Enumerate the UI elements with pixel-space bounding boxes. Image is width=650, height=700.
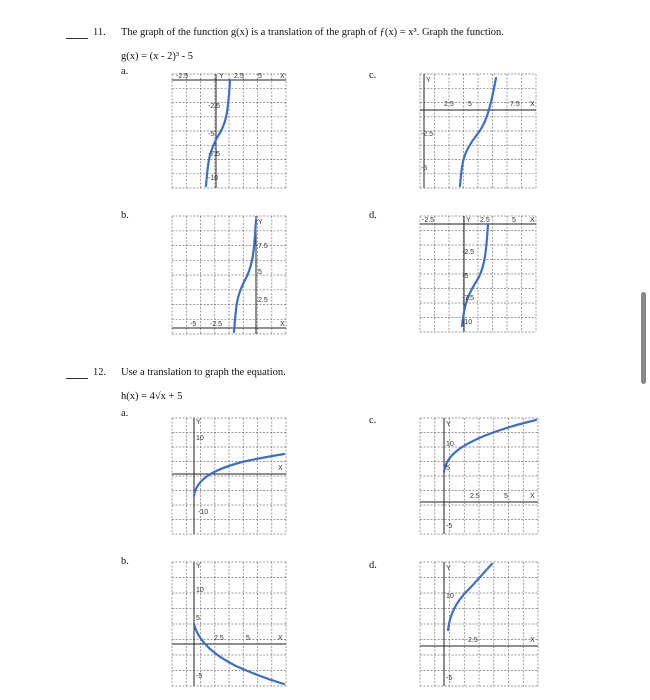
graph-11d[interactable] (420, 216, 536, 332)
grid (420, 74, 536, 188)
function-curve (448, 564, 492, 630)
tick-label: 5 (196, 615, 200, 622)
tick-label: 2.5 (444, 101, 454, 108)
tick-label: -5 (190, 321, 197, 328)
function-curve (194, 454, 284, 496)
tick-label: 2.5 (234, 73, 244, 80)
tick-label: X (280, 73, 285, 80)
tick-label: 2.5 (480, 217, 490, 224)
tick-label: -2.5 (176, 73, 189, 80)
tick-label: X (280, 321, 285, 328)
graph-11c[interactable] (420, 74, 536, 188)
tick-label: -2.5 (210, 321, 223, 328)
function-curve (444, 420, 536, 472)
tick-label: X (530, 217, 535, 224)
tick-label: X (278, 635, 283, 642)
option-label-11c[interactable]: c. (369, 70, 377, 81)
equation-12: h(x) = 4√x + 5 (121, 391, 183, 402)
grid (172, 562, 286, 686)
tick-label: 2.5 (468, 637, 478, 644)
tick-label: -5 (196, 673, 203, 680)
tick-label: 2.5 (470, 493, 480, 500)
tick-label: 7.5 (258, 243, 268, 250)
option-label-12b[interactable]: b. (121, 556, 129, 567)
answer-blank-11[interactable] (66, 38, 88, 39)
tick-label: Y (219, 73, 224, 80)
tick-label: 5 (446, 465, 450, 472)
option-label-11b[interactable]: b. (121, 210, 129, 221)
graph-11a[interactable] (172, 74, 286, 188)
tick-label: -5 (446, 523, 453, 530)
function-curve (234, 220, 256, 332)
grid (420, 418, 538, 534)
question-text-11-content: The graph of the function g(x) is a translation of the graph of ƒ(x) = x³. Graph the function. (121, 27, 504, 38)
tick-label: 5 (504, 493, 508, 500)
tick-label: 2.5 (214, 635, 224, 642)
question-number-12: 12. (93, 367, 107, 378)
tick-label: -7.5 (208, 151, 221, 158)
tick-label: Y (466, 217, 471, 224)
tick-label: Y (446, 421, 451, 428)
tick-label: -5 (421, 165, 428, 172)
option-label-12a[interactable]: a. (121, 408, 129, 419)
tick-label: Y (196, 419, 201, 426)
tick-label: -10 (462, 319, 473, 326)
tick-label: -5 (208, 131, 215, 138)
tick-label: 10 (446, 441, 454, 448)
tick-label: -2.5 (208, 103, 221, 110)
option-label-12d[interactable]: d. (369, 560, 377, 571)
tick-label: -5 (446, 675, 453, 682)
tick-label: 5 (468, 101, 472, 108)
tick-label: -2.5 (421, 131, 434, 138)
tick-label: 2.5 (258, 297, 268, 304)
tick-label: Y (196, 563, 201, 570)
function-curve (194, 624, 284, 684)
graph-12b[interactable] (172, 562, 286, 686)
grid (172, 216, 286, 334)
tick-label: 10 (196, 435, 204, 442)
tick-label: X (530, 493, 535, 500)
option-label-11d[interactable]: d. (369, 210, 377, 221)
tick-label: 10 (196, 587, 204, 594)
grid (420, 216, 536, 332)
tick-label: -2.5 (462, 249, 475, 256)
tick-label: -10 (208, 175, 219, 182)
grid (420, 562, 538, 686)
question-text-12: Use a translation to graph the equation. (121, 367, 286, 378)
question-number-11: 11. (93, 27, 106, 38)
tick-label: Y (426, 77, 431, 84)
answer-blank-12[interactable] (66, 378, 88, 379)
tick-label: -10 (198, 509, 209, 516)
grid (172, 418, 286, 534)
tick-label: 5 (258, 269, 262, 276)
tick-label: 5 (512, 217, 516, 224)
tick-label: -7.5 (462, 295, 475, 302)
option-label-11a[interactable]: a. (121, 66, 129, 77)
tick-label: X (530, 637, 535, 644)
scrollbar[interactable] (641, 292, 646, 384)
tick-label: -5 (462, 273, 469, 280)
graph-12c[interactable] (420, 418, 538, 534)
option-label-12c[interactable]: c. (369, 415, 377, 426)
graph-11b[interactable] (172, 216, 286, 334)
tick-label: 5 (258, 73, 262, 80)
graph-12a[interactable] (172, 418, 286, 534)
graph-12d[interactable] (420, 562, 538, 686)
tick-label: Y (258, 219, 263, 226)
tick-label: X (530, 101, 535, 108)
tick-label: 5 (246, 635, 250, 642)
equation-11: g(x) = (x - 2)³ - 5 (121, 51, 194, 62)
tick-label: 7.5 (510, 101, 520, 108)
tick-label: X (278, 465, 283, 472)
question-text-11 (121, 27, 504, 38)
tick-label: 10 (446, 593, 454, 600)
tick-label: Y (446, 565, 451, 572)
tick-label: -2.5 (422, 217, 435, 224)
